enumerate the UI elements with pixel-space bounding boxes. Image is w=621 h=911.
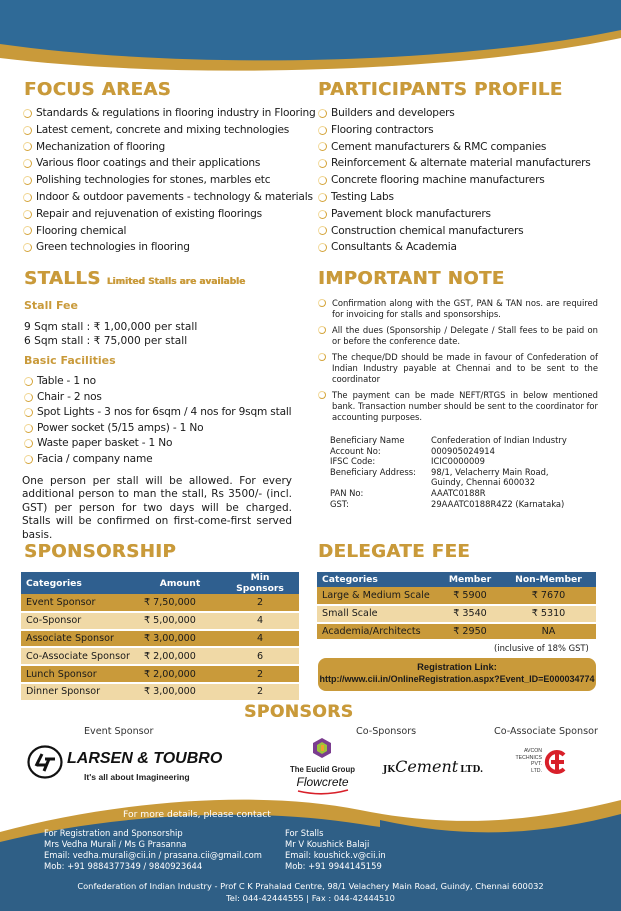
bank-row: Guindy, Chennai 600032 bbox=[431, 477, 536, 488]
participant-item: Reinforcement & alternate material manufacturers bbox=[318, 155, 591, 172]
bullet-icon bbox=[318, 159, 327, 168]
stall-fee-6sqm: 6 Sqm stall : ₹ 75,000 per stall bbox=[24, 335, 188, 347]
gst-inclusive-note: (inclusive of 18% GST) bbox=[494, 643, 589, 653]
stall-fee-9sqm: 9 Sqm stall : ₹ 1,00,000 per stall bbox=[24, 321, 198, 333]
flowcrete-wordmark: Flowcrete bbox=[296, 775, 349, 789]
important-notes-list bbox=[318, 298, 598, 428]
note-item: All the dues (Sponsorship / Delegate / Stall fees to be paid on or before the conference date. bbox=[318, 325, 598, 347]
focus-area-item: Green technologies in flooring bbox=[23, 239, 316, 256]
participants-profile-heading: PARTICIPANTS PROFILE bbox=[318, 79, 563, 100]
header-wave-banner bbox=[0, 0, 621, 80]
table-row: Small Scale ₹ 3540 ₹ 5310 bbox=[317, 605, 596, 623]
focus-area-item: Mechanization of flooring bbox=[23, 139, 316, 156]
focus-area-item: Latest cement, concrete and mixing technologies bbox=[23, 122, 316, 139]
bullet-icon bbox=[23, 193, 32, 202]
lt-emblem-icon bbox=[27, 744, 63, 780]
bullet-icon bbox=[318, 109, 327, 118]
stalls-heading: STALLS Limited Stalls are available bbox=[24, 268, 246, 289]
table-header-row: Categories Amount Min Sponsors bbox=[21, 572, 299, 594]
bullet-icon bbox=[318, 142, 327, 151]
bullet-icon bbox=[23, 176, 32, 185]
contact-stalls: For Stalls Mr V Koushick Balaji Email: koushick.v@cii.in Mob: +91 9944145159 bbox=[285, 828, 386, 871]
facility-item: Table - 1 no bbox=[24, 374, 291, 390]
table-row: Academia/Architects ₹ 2950 NA bbox=[317, 623, 596, 641]
bullet-icon bbox=[23, 159, 32, 168]
stall-fee-heading: Stall Fee bbox=[24, 299, 78, 312]
bullet-icon bbox=[318, 226, 327, 235]
bullet-icon bbox=[23, 142, 32, 151]
note-item: The cheque/DD should be made in favour of Confederation of Indian Industry payable at Chennai and to be sent to the coordinator bbox=[318, 352, 598, 385]
basic-facilities-heading: Basic Facilities bbox=[24, 354, 116, 367]
footer-address: Confederation of Indian Industry - Prof C K Prahalad Centre, 98/1 Velachery Main Road, Guindy, Chennai 600032 bbox=[77, 881, 544, 891]
co-sponsors-label: Co-Sponsors bbox=[356, 726, 417, 737]
sponsors-heading: SPONSORS bbox=[244, 702, 354, 722]
email-stalls[interactable]: Email: koushick.v@cii.in bbox=[285, 850, 386, 860]
bullet-icon bbox=[24, 408, 33, 417]
registration-link-box[interactable] bbox=[318, 658, 596, 691]
bullet-icon bbox=[24, 439, 33, 448]
facility-item: Chair - 2 nos bbox=[24, 390, 291, 406]
bank-row: Account No: 000905024914 bbox=[330, 445, 495, 456]
bullet-icon bbox=[318, 243, 327, 252]
participant-item: Consultants & Academia bbox=[318, 239, 591, 256]
event-sponsor-label: Event Sponsor bbox=[84, 726, 154, 737]
bullet-icon bbox=[318, 210, 327, 219]
bank-row: Beneficiary Address: 98/1, Velacherry Main Road, bbox=[330, 466, 549, 477]
facility-item: Spot Lights - 3 nos for 6sqm / 4 nos for 9sqm stall bbox=[24, 405, 291, 421]
table-row: Associate Sponsor ₹ 3,00,000 4 bbox=[21, 630, 299, 648]
focus-area-item: Various floor coatings and their applications bbox=[23, 155, 316, 172]
bullet-icon bbox=[23, 109, 32, 118]
bank-row: Beneficiary Name Confederation of Indian Industry bbox=[330, 435, 567, 445]
bank-row: PAN No: AAATC0188R bbox=[330, 487, 486, 498]
participant-item: Concrete flooring machine manufacturers bbox=[318, 172, 591, 189]
bank-details bbox=[330, 435, 611, 509]
bullet-icon bbox=[23, 210, 32, 219]
bullet-icon bbox=[318, 326, 326, 334]
bullet-icon bbox=[24, 424, 33, 433]
registration-label: Registration Link: bbox=[417, 661, 497, 672]
bullet-icon bbox=[318, 299, 326, 307]
bullet-icon bbox=[24, 377, 33, 386]
participant-item: Flooring contractors bbox=[318, 122, 591, 139]
important-note-heading: IMPORTANT NOTE bbox=[318, 268, 505, 289]
co-associate-sponsor-label: Co-Associate Sponsor bbox=[494, 726, 598, 737]
note-item: The payment can be made NEFT/RTGS in below mentioned bank. Transaction number should be sent to the coordinator for accounting purposes. bbox=[318, 390, 598, 423]
focus-areas-heading: FOCUS AREAS bbox=[24, 79, 172, 100]
bullet-icon bbox=[318, 391, 326, 399]
note-item: Confirmation along with the GST, PAN & TAN nos. are required for invoicing for stalls and sponsorships. bbox=[318, 298, 598, 320]
sponsorship-heading: SPONSORSHIP bbox=[24, 541, 177, 562]
bank-row: IFSC Code: ICIC0000009 bbox=[330, 456, 485, 467]
facility-item: Facia / company name bbox=[24, 452, 291, 468]
euclid-flowcrete-logo bbox=[280, 737, 365, 797]
delegate-fee-heading: DELEGATE FEE bbox=[318, 541, 471, 562]
participant-item: Construction chemical manufacturers bbox=[318, 223, 591, 240]
email-registration[interactable]: Email: vedha.murali@cii.in / prasana.cii@gmail.com bbox=[44, 850, 262, 860]
focus-area-item: Repair and rejuvenation of existing floorings bbox=[23, 206, 316, 223]
table-row: Large & Medium Scale ₹ 5900 ₹ 7670 bbox=[317, 587, 596, 605]
sponsorship-table bbox=[21, 572, 299, 702]
participant-item: Pavement block manufacturers bbox=[318, 206, 591, 223]
facility-item: Waste paper basket - 1 No bbox=[24, 436, 291, 452]
bullet-icon bbox=[24, 455, 33, 464]
table-row: Event Sponsor ₹ 7,50,000 2 bbox=[21, 594, 299, 612]
stalls-availability-note: Limited Stalls are available bbox=[106, 277, 246, 287]
bullet-icon bbox=[318, 126, 327, 135]
participant-item: Cement manufacturers & RMC companies bbox=[318, 139, 591, 156]
jk-cement-logo: JKCement LTD. bbox=[383, 757, 484, 776]
focus-areas-list bbox=[23, 105, 316, 256]
participants-list bbox=[318, 105, 591, 256]
focus-area-item: Polishing technologies for stones, marbles etc bbox=[23, 172, 316, 189]
focus-area-item: Flooring chemical bbox=[23, 223, 316, 240]
participant-item: Testing Labs bbox=[318, 189, 591, 206]
contact-heading: For more details, please contact bbox=[123, 809, 271, 820]
facilities-list bbox=[24, 374, 291, 467]
lt-wordmark: LARSEN & TOUBRO bbox=[67, 750, 223, 767]
stall-policy-note: One person per stall will be allowed. For every additional person to man the stall, Rs 3500/- (incl. GST) per person for two days will be charged. Stalls will be confirmed on first-come-first served basis. bbox=[22, 475, 292, 541]
bullet-icon bbox=[23, 226, 32, 235]
contact-registration: For Registration and Sponsorship Mrs Vedha Murali / Ms G Prasanna Email: vedha.murali@cii.in / prasana.cii@gmail.com Mob: +91 9884377349 / 9840923644 bbox=[44, 828, 262, 871]
table-row: Dinner Sponsor ₹ 3,00,000 2 bbox=[21, 683, 299, 701]
table-header-row: Categories Member Non-Member bbox=[317, 572, 596, 587]
avcon-technics-logo: AVCON TECHNICS PVT. LTD. bbox=[510, 748, 580, 792]
bullet-icon bbox=[23, 243, 32, 252]
bank-row: GST: 29AAATC0188R4Z2 (Karnataka) bbox=[330, 498, 565, 509]
delegate-fee-table bbox=[317, 572, 596, 641]
euclid-group-name: The Euclid Group bbox=[290, 765, 355, 774]
participant-item: Builders and developers bbox=[318, 105, 591, 122]
lt-tagline: It's all about Imagineering bbox=[84, 772, 190, 782]
table-row: Co-Associate Sponsor ₹ 2,00,000 6 bbox=[21, 647, 299, 665]
focus-area-item: Standards & regulations in flooring industry in Flooring bbox=[23, 105, 316, 122]
bullet-icon bbox=[318, 176, 327, 185]
bullet-icon bbox=[318, 353, 326, 361]
larsen-toubro-logo bbox=[27, 744, 227, 786]
euclid-hexagon-icon bbox=[312, 737, 332, 759]
bullet-icon bbox=[318, 193, 327, 202]
avcon-emblem-icon bbox=[544, 750, 568, 774]
footer-phone-fax: Tel: 044-42444555 | Fax : 044-42444510 bbox=[226, 893, 395, 903]
focus-area-item: Indoor & outdoor pavements - technology & materials bbox=[23, 189, 316, 206]
bullet-icon bbox=[24, 393, 33, 402]
table-row: Lunch Sponsor ₹ 2,00,000 2 bbox=[21, 665, 299, 683]
registration-link[interactable]: http://www.cii.in/OnlineRegistration.aspx?Event_ID=E000034774 bbox=[319, 674, 595, 684]
bullet-icon bbox=[23, 126, 32, 135]
table-row: Co-Sponsor ₹ 5,00,000 4 bbox=[21, 612, 299, 630]
facility-item: Power socket (5/15 amps) - 1 No bbox=[24, 421, 291, 437]
